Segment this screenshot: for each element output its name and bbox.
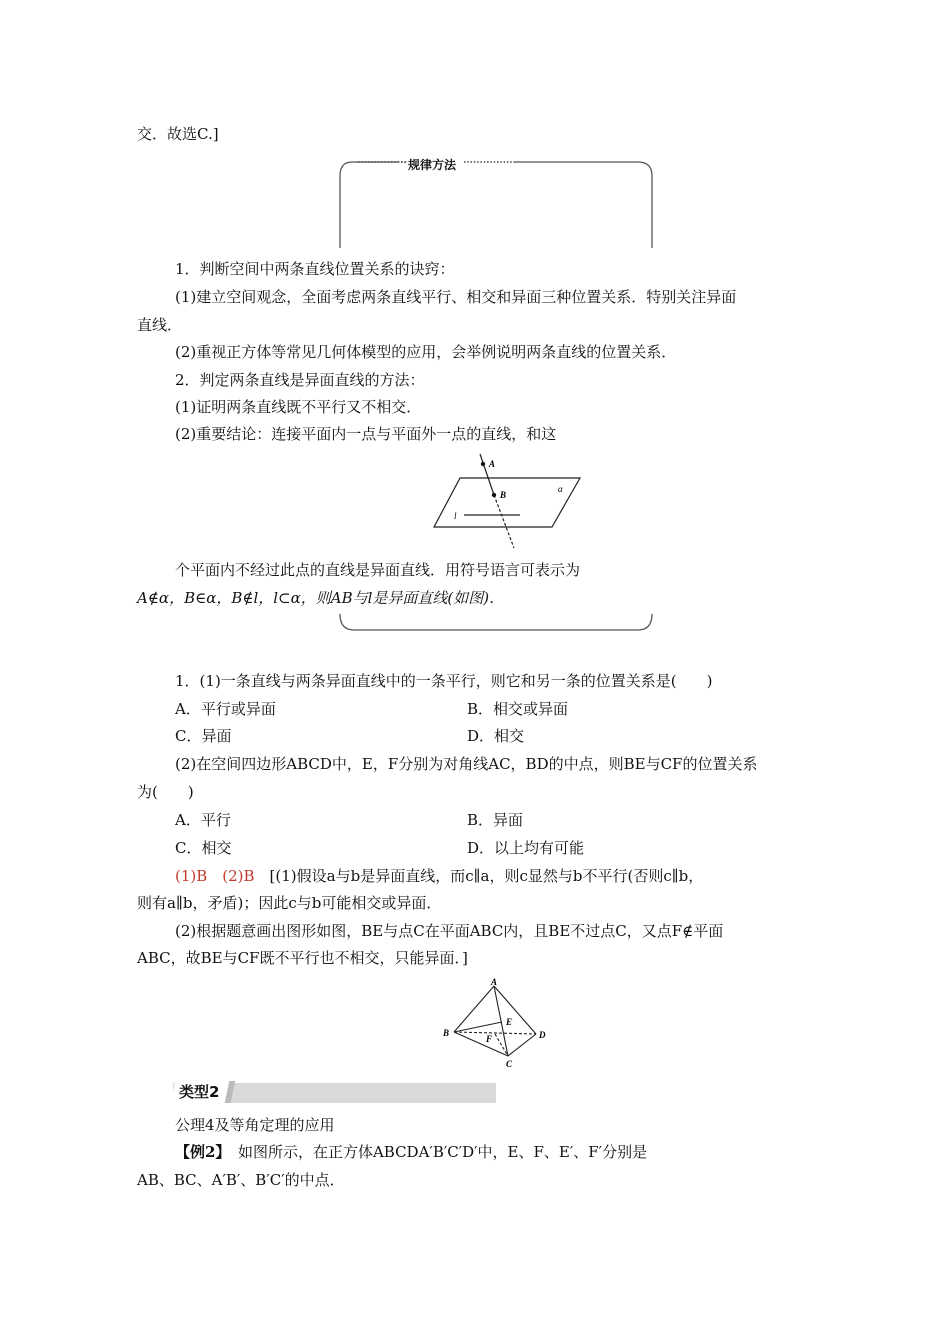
method-p1: 1．判断空间中两条直线位置关系的诀窍： [175, 260, 455, 278]
type-section-tag: 类型2 [171, 1081, 236, 1103]
fig2-label-F: F [486, 1034, 493, 1044]
method-p1b: (2)重视正方体等常见几何体模型的应用，会举例说明两条直线的位置关系． [175, 343, 677, 361]
method-box-title: 规律方法 [408, 158, 457, 172]
method-p1a-cont: 直线． [137, 316, 183, 334]
example-2 [175, 1142, 647, 1162]
method-p2d: A∉α，B∈α，B∉l，l⊂α，则AB与l是异面直线(如图)． [137, 589, 505, 607]
fig1-label-A: A [489, 459, 496, 469]
answer-line-2-cont: ABC，故BE与CF既不平行也不相交，只能异面．] [137, 949, 468, 967]
q1-option-c: C．异面 [175, 727, 232, 745]
skew-lines-figure [430, 450, 590, 550]
q1-option-b: B．相交或异面 [467, 700, 569, 718]
continued-text: 交．故选C.] [137, 125, 219, 143]
answer-line-2: (2)根据题意画出图形如图，BE与点C在平面ABC内，且BE不过点C，又点F∉平面 [175, 922, 724, 940]
tetrahedron-figure [440, 978, 552, 1068]
q2-option-b: B．异面 [467, 811, 524, 829]
fig1-label-B: B [500, 490, 507, 500]
q2-option-a: A．平行 [175, 811, 231, 829]
answer-line-1-cont: 则有a∥b，矛盾)；因此c与b可能相交或异面． [137, 894, 442, 912]
answer-explanation-1: [(1)假设a与b是异面直线，而c∥a，则c显然与b不平行(否则c∥b， [254, 867, 704, 885]
method-p2b: (2)重要结论：连接平面内一点与平面外一点的直线，和这 [175, 425, 557, 443]
example-label: 【例2】 [175, 1143, 223, 1161]
method-p2a: (1)证明两条直线既不平行又不相交． [175, 398, 422, 416]
method-p1a: (1)建立空间观念，全面考虑两条直线平行、相交和异面三种位置关系．特别关注异面 [175, 288, 737, 306]
q1-option-a: A．平行或异面 [175, 700, 276, 718]
example-2-cont: AB、BC、A′B′、B′C′的中点． [137, 1171, 345, 1189]
exercise-q1: 1．(1)一条直线与两条异面直线中的一条平行，则它和另一条的位置关系是( ) [175, 672, 713, 690]
q1-option-d: D．相交 [467, 727, 525, 745]
fig2-label-B: B [443, 1028, 450, 1038]
q2-option-c: C．相交 [175, 839, 232, 857]
exercise-q2: (2)在空间四边形ABCD中，E，F分别为对角线AC，BD的中点，则BE与CF的位置关系 [175, 755, 758, 773]
method-p2c: 个平面内不经过此点的直线是异面直线．用符号语言可表示为 [175, 561, 581, 579]
answer-line-1 [175, 866, 703, 886]
fig2-label-C: C [506, 1059, 513, 1068]
fig1-label-alpha: α [558, 484, 563, 494]
type-section-title: 公理4及等角定理的应用 [175, 1116, 335, 1134]
method-p2: 2．判定两条直线是异面直线的方法： [175, 371, 425, 389]
q2-option-d: D．以上均有可能 [467, 839, 585, 857]
fig2-label-A: A [491, 978, 498, 987]
fig1-label-l: l [454, 511, 457, 521]
example-text: 如图所示，在正方体ABCDA′B′C′D′中，E、F、E′、F′分别是 [222, 1143, 648, 1161]
fig2-label-E: E [506, 1017, 513, 1027]
exercise-q2-cont: 为( ) [137, 783, 194, 801]
fig2-label-D: D [539, 1030, 546, 1040]
answer-key: (1)B (2)B [175, 867, 255, 885]
